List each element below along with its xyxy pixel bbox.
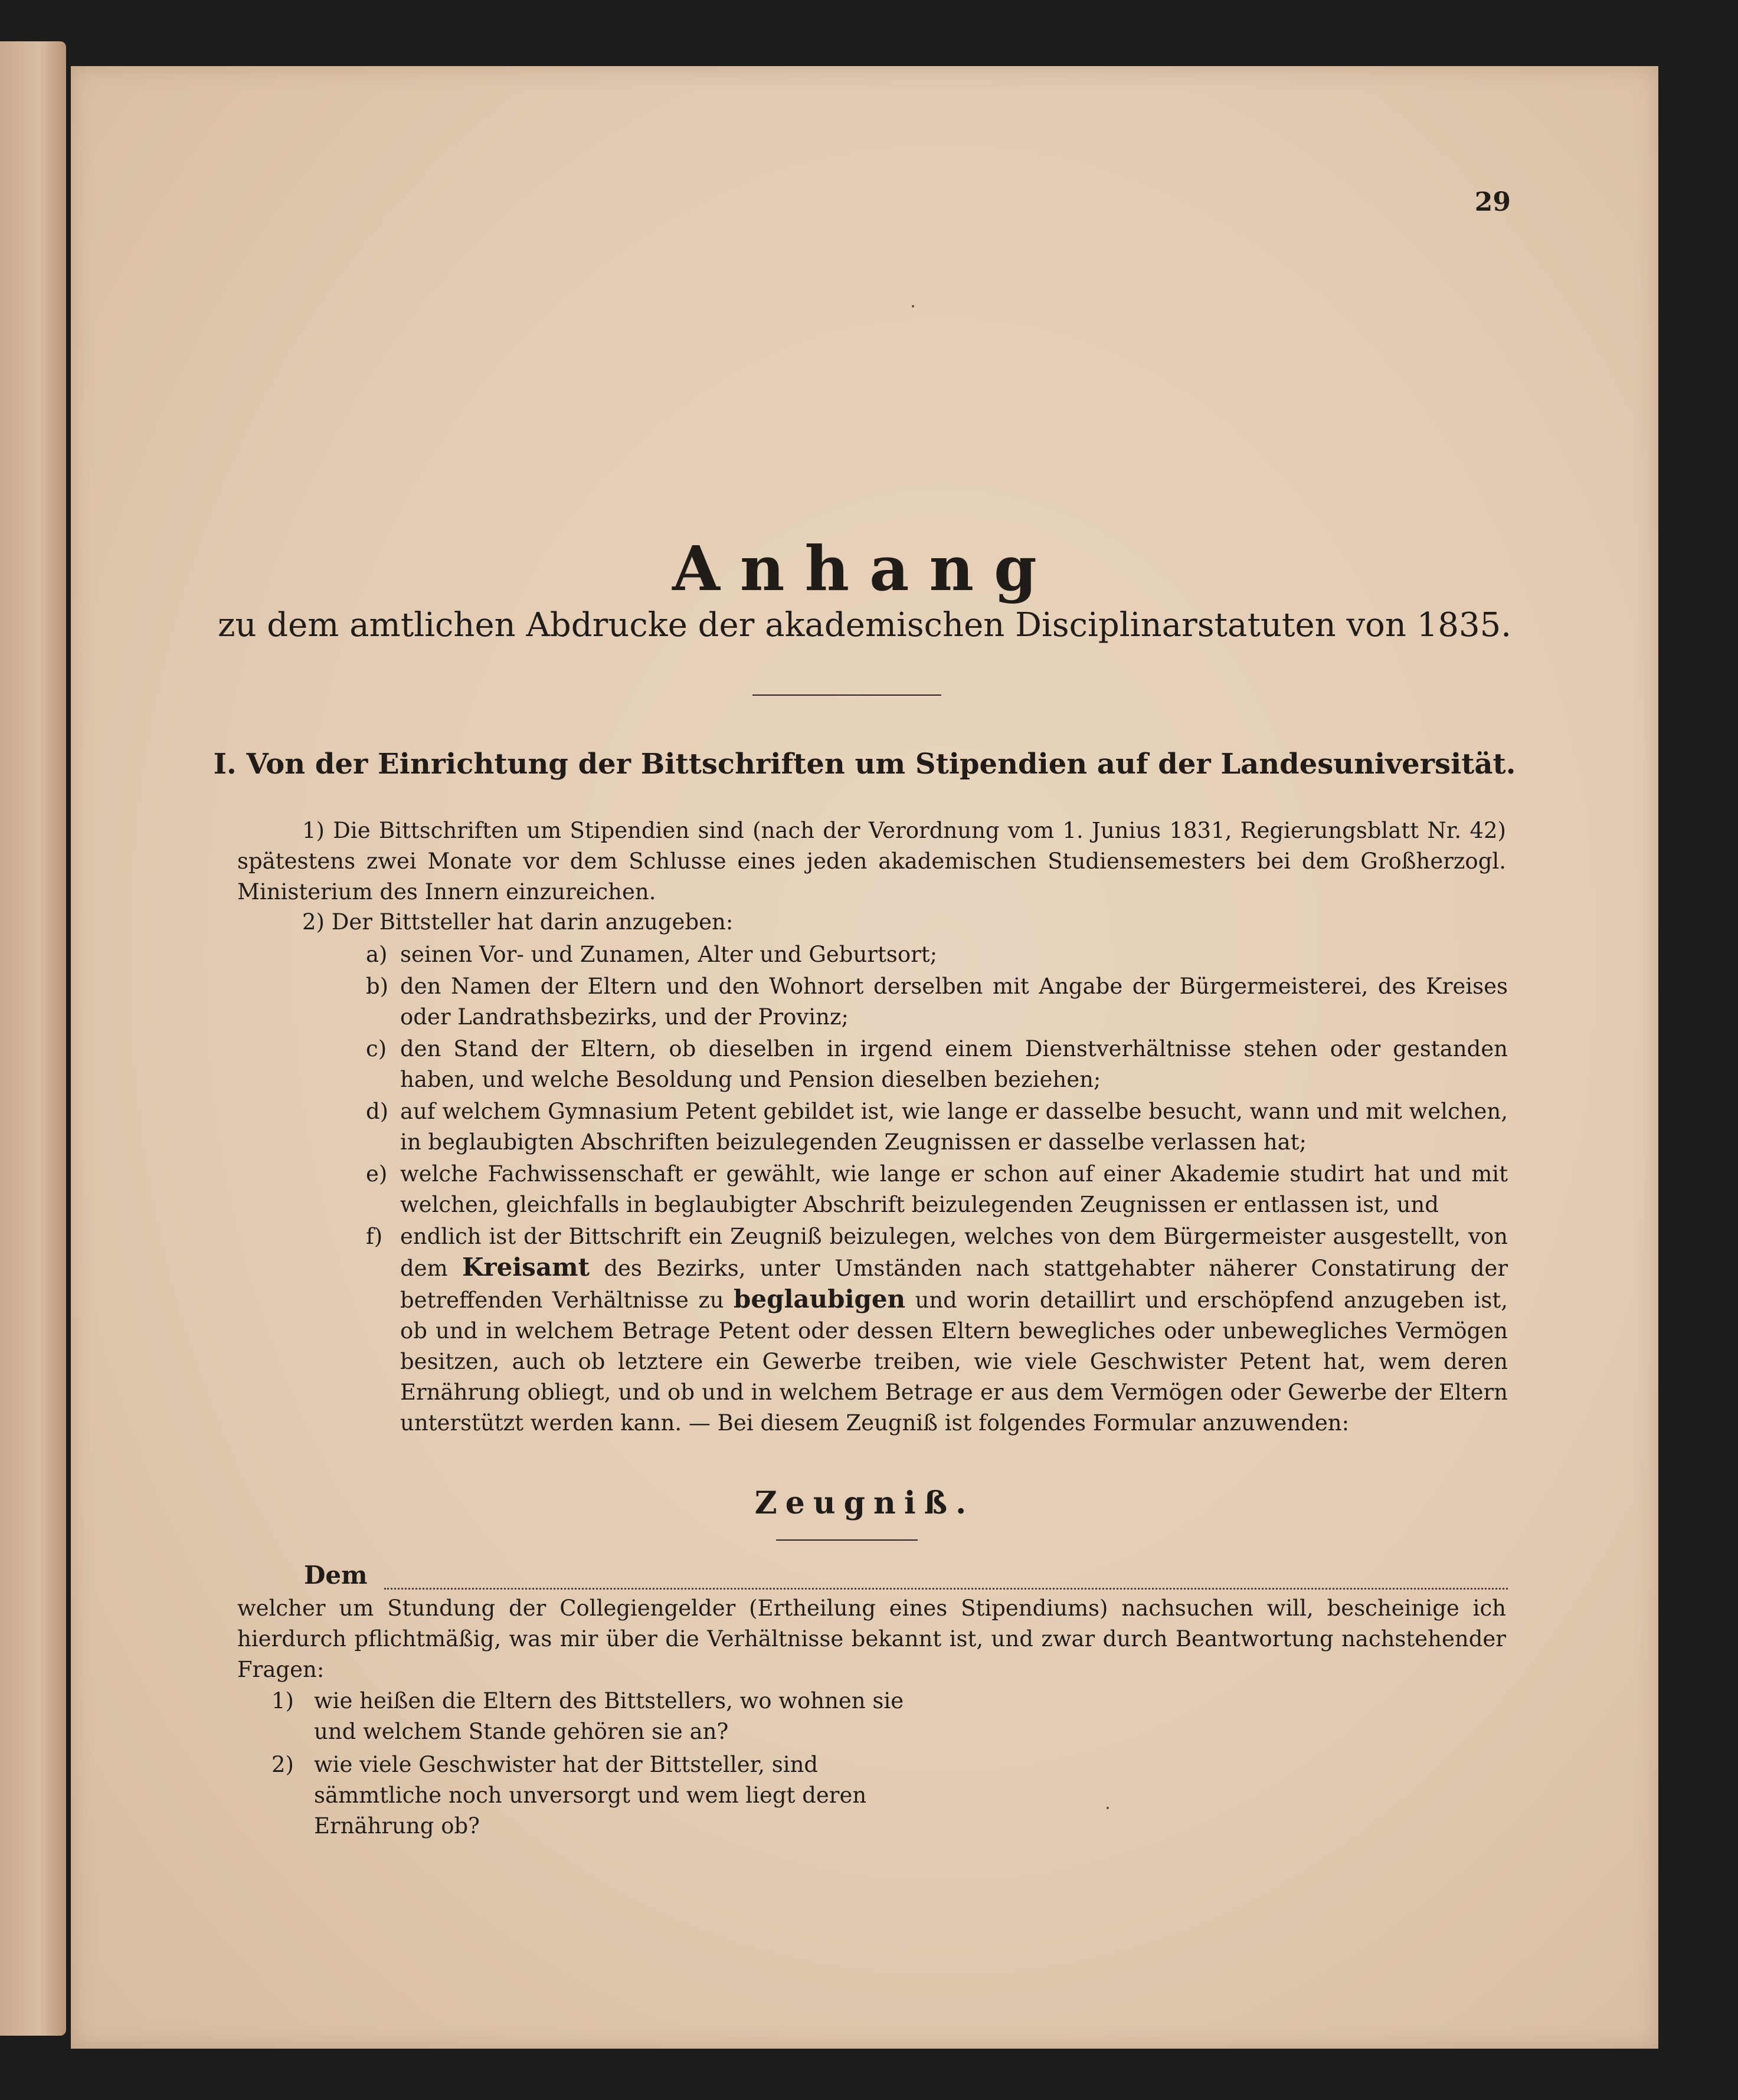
title-divider: [752, 694, 941, 696]
document-title: Anhang: [672, 532, 1057, 605]
list-item: [366, 1096, 1508, 1158]
emphasis-kreisamt: Kreisamt: [461, 1253, 590, 1282]
paper-speck: [1107, 1807, 1109, 1809]
question-item: [260, 1686, 909, 1747]
question-marker: 1): [271, 1688, 294, 1714]
list-item: [366, 971, 1508, 1033]
paragraph-1: 1) Die Bittschriften um Stipendien sind (nach der Verordnung vom 1. Junius 1831, Regierungsblatt Nr. 42) spätestens zwei Monate vor dem Schlusse eines jeden akademischen Studiensemesters bei dem Großherzogl. Ministerium des Innern einzureichen.: [237, 818, 1506, 905]
list-item-text: den Namen der Eltern und den Wohnort derselben mit Angabe der Bürgermeisterei, des Kreises oder Landrathsbezirks, und der Provinz;: [400, 974, 1508, 1030]
page-number: 29: [1474, 187, 1511, 217]
list-item-text: und worin detaillirt und erschöpfend anzugeben ist, ob und in welchem Betrage Petent oder dessen Eltern bewegliches oder unbewegliches Vermögen besitzen, auch ob letztere ein Gewerbe treiben, wie viele Geschwister Petent hat, wem deren Ernährung obliegt, und ob und in welchem Betrage er aus dem Vermögen oder Gewerbe der Eltern unterstützt werden kann. — Bei diesem Zeugniß ist folgendes Formular anzuwenden:: [400, 1287, 1508, 1436]
list-marker: b): [366, 974, 389, 999]
list-item-text: des Bezirks, unter Umständen nach stattgehabter näherer Constatirung der betreffenden Verhältnisse zu: [400, 1256, 1508, 1313]
form-recipient-label: Dem: [304, 1561, 368, 1590]
list-marker: f): [366, 1224, 383, 1249]
form-title: Zeugniß.: [754, 1485, 975, 1521]
form-paragraph: welcher um Stundung der Collegiengelder (Ertheilung eines Stipendiums) nachsuchen will, bescheinige ich hierdurch pflichtmäßig, was mir über die Verhältnisse bekannt ist, und zwar durch Beantwortung nachstehender Fragen:: [237, 1596, 1506, 1682]
form-recipient-line: [304, 1561, 1508, 1590]
form-title-divider: [776, 1539, 918, 1541]
list-item-text: seinen Vor- und Zunamen, Alter und Geburtsort;: [400, 942, 938, 967]
list-marker: d): [366, 1099, 389, 1124]
section-heading: I. Von der Einrichtung der Bittschriften um Stipendien auf der Landesuniversität.: [213, 748, 1516, 781]
list-item: [366, 1159, 1508, 1220]
question-item: [260, 1750, 909, 1842]
adjacent-page-edge: [0, 41, 66, 2036]
paper-speck: [912, 305, 914, 307]
question-text: wie viele Geschwister hat der Bittsteller, sind sämmtliche noch unversorgt und wem liegt deren Ernährung ob?: [314, 1752, 867, 1839]
list-item: [366, 1034, 1508, 1095]
list-marker: a): [366, 942, 388, 967]
list-marker: e): [366, 1161, 388, 1187]
emphasis-beglaubigen: beglaubigen: [733, 1285, 906, 1313]
question-text: wie heißen die Eltern des Bittstellers, wo wohnen sie und welchem Stande gehören sie an?: [314, 1688, 904, 1744]
list-item-text: den Stand der Eltern, ob dieselben in irgend einem Dienstverhältnisse stehen oder gestanden haben, und welche Besoldung und Pension dieselben beziehen;: [400, 1036, 1508, 1092]
list-item-text: endlich ist der Bittschrift ein Zeugniß beizulegen, welches von dem Bürgermeister ausgestellt, von dem: [400, 1224, 1508, 1281]
list-item-text: auf welchem Gymnasium Petent gebildet ist, wie lange er dasselbe besucht, wann und mit welchen, in beglaubigten Abschriften beizulegenden Zeugnissen er dasselbe verlassen hat;: [400, 1099, 1508, 1155]
form-fill-line: [384, 1565, 1508, 1590]
list-item-text: welche Fachwissenschaft er gewählt, wie lange er schon auf einer Akademie studirt hat und mit welchen, gleichfalls in beglaubigter Abschrift beizulegenden Zeugnissen er entlassen ist, und: [400, 1161, 1508, 1217]
form-questions: [260, 1686, 909, 1844]
question-marker: 2): [271, 1752, 294, 1777]
document-subtitle: zu dem amtlichen Abdrucke der akademischen Disciplinarstatuten von 1835.: [217, 606, 1512, 644]
document-page: [71, 66, 1658, 2049]
list-item: [366, 939, 1508, 970]
list-item: [366, 1221, 1508, 1439]
list-marker: c): [366, 1036, 387, 1062]
paragraph-2: 2) Der Bittsteller hat darin anzugeben:: [302, 909, 734, 935]
requirements-list: [366, 939, 1508, 1440]
